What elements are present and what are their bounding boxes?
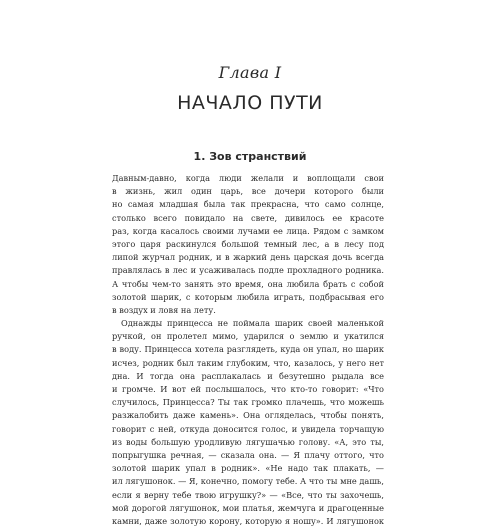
text-line: камни, даже золотую корону, которую я ношу». И лягушонок (112, 515, 384, 526)
text-line: говорит с ней, откуда доносится голос, и увидела торчащую (112, 423, 384, 434)
text-line: в жизнь, жил один царь, все дочери которого были (112, 186, 384, 197)
text-line: но самая младшая была так прекрасна, что само солнце, (112, 199, 384, 210)
body-text (112, 172, 384, 528)
chapter-title: НАЧАЛО ПУТИ (177, 92, 323, 114)
text-line: дна. И тогда она расплакалась и безутешно рыдала все (112, 370, 384, 381)
text-line: ил лягушонок. — Я, конечно, помогу тебе. А что ты мне дашь, (112, 476, 384, 487)
text-line: из воды большую уродливую лягушачью голову. «А, это ты, (112, 436, 384, 447)
text-line: золотой шарик, с которым любила играть, подбрасывая его (112, 291, 384, 302)
text-line: липой журчал родник, и в жаркий день царская дочь всегда (112, 252, 384, 263)
section-heading: 1. Зов странствий (193, 150, 307, 163)
text-line: ручкой, он пролетел мимо, ударился о землю и укатился (112, 331, 384, 342)
text-line: мой дорогой лягушонок, мои платья, жемчуга и драгоценные (112, 502, 384, 513)
text-line: и громче. И вот ей послышалось, что кто-то говорит: «Что (112, 384, 384, 394)
text-line: А чтобы чем-то занять это время, она любила брать с собой (112, 278, 384, 289)
text-line: золотой шарик упал в родник». «Не надо так плакать, — (112, 463, 384, 474)
text-line: если я верну тебе твою игрушку?» — «Все, что ты захочешь, (112, 489, 384, 500)
text-line: случилось, Принцесса? Ты так громко плачешь, что можешь (112, 397, 384, 408)
text-line: раз, когда касалось своими лучами ее лица. Рядом с замком (112, 225, 384, 236)
chapter-label: Глава I (218, 63, 282, 82)
text-line: в воду. Принцесса хотела разглядеть, куда он упал, но шарик (112, 344, 384, 355)
text-line: этого царя раскинулся большой темный лес, а в лесу под (112, 238, 384, 249)
text-line: столько всего повидало на свете, дивилось ее красоте (112, 212, 384, 223)
text-line: правлялась в лес и усаживалась подле прохладного родника. (112, 265, 384, 276)
text-line: Давным-давно, когда люди желали и воплощали свои (112, 173, 384, 183)
text-line: исчез, родник был таким глубоким, что, казалось, у него нет (112, 357, 384, 368)
text-line: в воздух и ловя на лету. (112, 304, 216, 315)
text-line: разжалобить даже камень». Она огляделась, чтобы понять, (112, 410, 384, 421)
text-line: Однажды принцесса не поймала шарик своей маленькой (121, 318, 384, 329)
text-line: попрыгушка речная, — сказала она. — Я плачу оттого, что (112, 449, 384, 460)
